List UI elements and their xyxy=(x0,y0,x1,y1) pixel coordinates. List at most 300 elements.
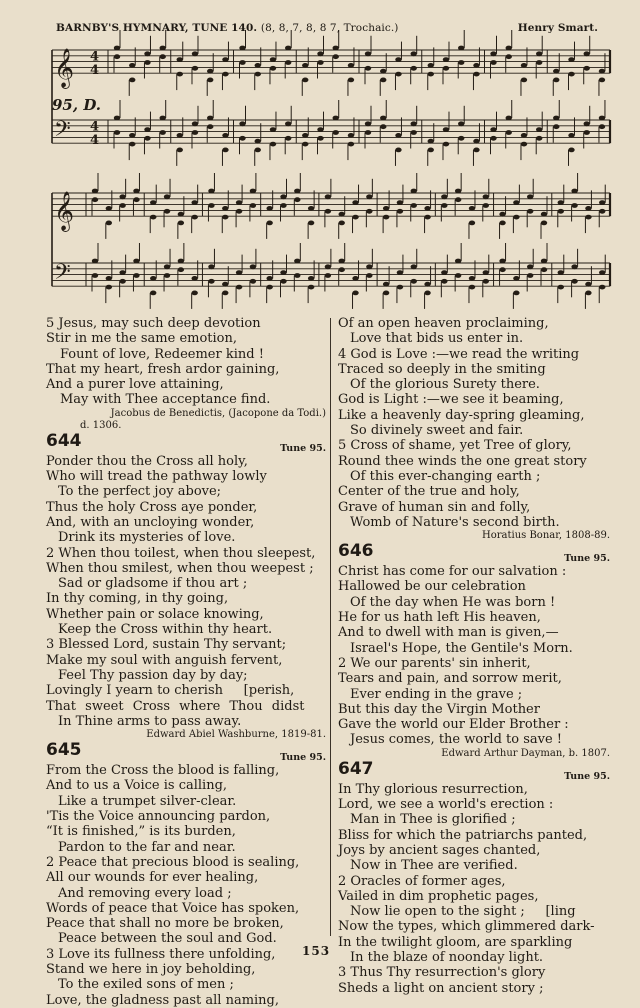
verse-line: Whether pain or solace knowing, xyxy=(46,606,264,622)
note-head xyxy=(325,209,331,214)
verse-line: So divinely sweet and fair. xyxy=(350,423,524,439)
note-head xyxy=(250,203,256,208)
note-head xyxy=(428,72,434,77)
note-head xyxy=(280,203,286,208)
note-head xyxy=(513,200,519,205)
tune-reference: Tune 95. xyxy=(280,442,326,454)
verse-line: Now the types, which glimmered dark- xyxy=(338,919,595,935)
note-head xyxy=(294,189,300,194)
note-head xyxy=(558,200,564,205)
note-head xyxy=(294,197,300,202)
note-head xyxy=(270,127,276,132)
note-head xyxy=(585,282,591,287)
note-head xyxy=(506,54,512,59)
note-head xyxy=(133,273,139,278)
note-head xyxy=(236,270,242,275)
note-head xyxy=(302,133,308,138)
note-head xyxy=(207,124,213,129)
hymn-number: 647 xyxy=(338,758,374,779)
note-head xyxy=(411,279,417,284)
note-head xyxy=(541,221,547,226)
verse-line: All our wounds for ever healing, xyxy=(46,870,259,886)
note-head xyxy=(585,206,591,211)
note-head xyxy=(571,264,577,269)
note-head xyxy=(222,72,228,77)
note-head xyxy=(536,127,542,132)
verse-line: 5 Jesus, may such deep devotion xyxy=(46,316,261,331)
note-head xyxy=(527,209,533,214)
note-head xyxy=(285,60,291,65)
note-head xyxy=(366,209,372,214)
verse-line: 2 Peace that precious blood is sealing, xyxy=(46,854,300,870)
note-head xyxy=(294,273,300,278)
note-head xyxy=(222,206,228,211)
note-head xyxy=(164,273,170,278)
note-head xyxy=(469,285,475,290)
note-head xyxy=(571,189,577,194)
note-head xyxy=(178,267,184,272)
note-head xyxy=(458,60,464,65)
verse-line: Make my soul with anguish fervent, xyxy=(46,652,283,668)
verse-line: Feel Thy passion day by day; xyxy=(58,667,248,683)
note-head xyxy=(411,189,417,194)
note-head xyxy=(483,194,489,199)
note-head xyxy=(92,189,98,194)
note-head xyxy=(222,133,228,138)
verse-line: Man in Thee is glorified ; xyxy=(350,812,516,828)
note-head xyxy=(585,215,591,220)
verse-line: 3 Blessed Lord, sustain Thy servant; xyxy=(46,637,287,653)
note-head xyxy=(144,51,150,56)
note-head xyxy=(527,264,533,269)
note-head xyxy=(599,285,605,290)
note-head xyxy=(473,72,479,77)
note-head xyxy=(239,46,245,51)
verse-line: Keep the Cross within thy heart. xyxy=(58,622,273,638)
note-head xyxy=(144,127,150,132)
note-head xyxy=(106,221,112,226)
note-head xyxy=(280,279,286,284)
note-head xyxy=(536,136,542,141)
note-head xyxy=(339,212,345,217)
time-signature-top: 4 xyxy=(90,49,100,65)
note-head xyxy=(177,72,183,77)
verse-line: In the blaze of noonday light. xyxy=(350,949,544,965)
note-head xyxy=(129,63,135,68)
verse-line: And a purer love attaining, xyxy=(46,377,224,393)
note-head xyxy=(499,212,505,217)
note-head xyxy=(348,63,354,68)
hymn-644-attribution: Edward Abiel Washburne, 1819-81. xyxy=(146,729,326,741)
verse-line: In thy coming, in thy going, xyxy=(46,591,229,607)
note-head xyxy=(133,259,139,264)
verse-line: Lovingly I yearn to cherish [perish, xyxy=(46,683,295,699)
hymn-number: 644 xyxy=(46,430,82,451)
verse-line: Like a heavenly day-spring gleaming, xyxy=(338,407,585,423)
verse-line: Stir in me the same emotion, xyxy=(46,331,238,347)
note-head xyxy=(365,66,371,71)
hymn-647-text xyxy=(338,782,610,996)
verse-line: And removing every load ; xyxy=(58,885,232,901)
verse-line: Lord, we see a world's erection : xyxy=(338,797,554,813)
note-head xyxy=(584,121,590,126)
verse-line: Of an open heaven proclaiming, xyxy=(338,316,549,331)
note-head xyxy=(191,276,197,281)
column-divider xyxy=(330,318,331,936)
verse-line: Ever ending in the grave ; xyxy=(350,686,523,702)
note-head xyxy=(150,200,156,205)
note-head xyxy=(333,46,339,51)
note-head xyxy=(302,142,308,147)
note-head xyxy=(521,142,527,147)
note-head xyxy=(129,78,135,83)
note-head xyxy=(266,206,272,211)
note-head xyxy=(380,69,386,74)
note-head xyxy=(302,78,308,83)
hymn-644-text xyxy=(46,454,326,729)
note-head xyxy=(348,78,354,83)
note-head xyxy=(553,124,559,129)
note-head xyxy=(443,142,449,147)
note-head xyxy=(255,148,261,153)
note-head xyxy=(333,130,339,135)
verse-line: Vailed in dim prophetic pages, xyxy=(338,888,539,904)
note-head xyxy=(178,221,184,226)
note-head xyxy=(469,206,475,211)
note-head xyxy=(133,197,139,202)
note-head xyxy=(177,133,183,138)
note-head xyxy=(443,57,449,62)
note-head xyxy=(348,133,354,138)
note-head xyxy=(236,209,242,214)
note-head xyxy=(160,130,166,135)
note-head xyxy=(411,203,417,208)
note-head xyxy=(191,215,197,220)
note-head xyxy=(317,51,323,56)
verse-line: Christ has come for our salvation : xyxy=(338,564,567,580)
verse-line: 3 Love its fullness there unfolding, xyxy=(46,946,276,962)
page-number: 153 xyxy=(302,944,331,958)
verse-line: 2 Oracles of former ages, xyxy=(338,873,506,889)
note-head xyxy=(383,215,389,220)
note-head xyxy=(599,209,605,214)
time-signature-bottom: 4 xyxy=(90,63,100,79)
bass-clef-icon: 𝄢 xyxy=(54,260,71,291)
verse-line: Center of the true and holy, xyxy=(338,484,520,500)
note-head xyxy=(280,270,286,275)
note-head xyxy=(352,276,358,281)
note-head xyxy=(308,206,314,211)
note-head xyxy=(129,133,135,138)
note-head xyxy=(483,279,489,284)
note-head xyxy=(192,121,198,126)
note-head xyxy=(499,259,505,264)
note-head xyxy=(553,78,559,83)
note-head xyxy=(424,282,430,287)
note-head xyxy=(536,51,542,56)
note-head xyxy=(513,276,519,281)
note-head xyxy=(366,264,372,269)
note-head xyxy=(333,116,339,121)
note-head xyxy=(584,66,590,71)
note-head xyxy=(383,291,389,296)
hymn-643-verses xyxy=(46,316,326,408)
hymn-number: 646 xyxy=(338,541,374,562)
verse-line: Hallowed be our celebration xyxy=(338,579,526,595)
verse-line: In the twilight gloom, are sparkling xyxy=(338,934,573,950)
verse-line: Ponder thou the Cross all holy, xyxy=(46,453,248,469)
note-head xyxy=(250,279,256,284)
note-head xyxy=(411,130,417,135)
verse-line: Love, the gladness past all naming, xyxy=(46,992,280,1008)
left-column xyxy=(46,316,326,1008)
note-head xyxy=(571,279,577,284)
note-head xyxy=(521,63,527,68)
verse-line: Of the day when He was born ! xyxy=(350,594,556,610)
note-head xyxy=(541,212,547,217)
verse-line: Thus the holy Cross aye ponder, xyxy=(46,499,258,515)
note-head xyxy=(397,285,403,290)
note-head xyxy=(144,60,150,65)
note-head xyxy=(458,46,464,51)
verse-line: To the exiled sons of men ; xyxy=(58,977,234,993)
verse-line: 'Tis the Voice announcing pardon, xyxy=(46,809,271,825)
verse-line: Israel's Hope, the Gentile's Morn. xyxy=(350,640,573,656)
note-head xyxy=(365,121,371,126)
note-head xyxy=(250,264,256,269)
note-head xyxy=(441,270,447,275)
note-head xyxy=(266,285,272,290)
note-head xyxy=(383,206,389,211)
note-head xyxy=(270,57,276,62)
note-head xyxy=(455,189,461,194)
hymn-643-attribution: Jacobus de Benedictis, (Jacopone da Todi.) xyxy=(110,407,326,419)
note-head xyxy=(541,259,547,264)
verse-line: Peace that shall no more be broken, xyxy=(46,916,284,932)
note-head xyxy=(380,116,386,121)
note-head xyxy=(160,54,166,59)
note-head xyxy=(473,63,479,68)
note-head xyxy=(280,194,286,199)
note-head xyxy=(339,267,345,272)
verse-line: That sweet Cross where Thou didst xyxy=(46,698,305,714)
tune-meter: (8, 8, 7, 8, 8 7, Trochaic.) xyxy=(260,22,399,34)
note-head xyxy=(455,197,461,202)
note-head xyxy=(266,221,272,226)
note-head xyxy=(177,148,183,153)
note-head xyxy=(458,121,464,126)
hymn-646-text xyxy=(338,564,610,748)
tune-header xyxy=(56,22,399,34)
note-head xyxy=(325,273,331,278)
note-head xyxy=(285,136,291,141)
note-head xyxy=(164,264,170,269)
note-head xyxy=(553,116,559,121)
note-head xyxy=(506,46,512,51)
verse-line: From the Cross the blood is falling, xyxy=(46,763,280,779)
note-head xyxy=(599,124,605,129)
verse-line: Sheds a light on ancient story ; xyxy=(338,980,544,996)
note-head xyxy=(333,54,339,59)
verse-line: 3 Thus Thy resurrection's glory xyxy=(338,965,546,981)
note-head xyxy=(160,116,166,121)
note-head xyxy=(424,215,430,220)
note-head xyxy=(119,270,125,275)
verse-line: 2 We our parents' sin inherit, xyxy=(338,655,531,671)
note-head xyxy=(150,276,156,281)
note-head xyxy=(119,279,125,284)
composer: Henry Smart. xyxy=(517,22,598,34)
verse-line: Words of peace that Voice has spoken, xyxy=(46,900,300,916)
verse-line: Of the glorious Surety there. xyxy=(350,377,540,393)
note-head xyxy=(222,282,228,287)
note-head xyxy=(558,285,564,290)
note-head xyxy=(395,148,401,153)
verse-line: “It is finished,” is its burden, xyxy=(46,824,236,840)
verse-line: Womb of Nature's second birth. xyxy=(350,514,560,530)
note-head xyxy=(568,72,574,77)
treble-clef-icon: 𝄞 xyxy=(54,191,75,232)
note-head xyxy=(325,264,331,269)
note-head xyxy=(317,127,323,132)
note-head xyxy=(521,78,527,83)
note-head xyxy=(455,273,461,278)
note-head xyxy=(490,127,496,132)
hymn-644-heading xyxy=(46,430,326,454)
verse-line: That my heart, fresh ardor gaining, xyxy=(46,361,280,377)
note-head xyxy=(236,200,242,205)
note-head xyxy=(144,136,150,141)
note-head xyxy=(383,282,389,287)
note-head xyxy=(395,72,401,77)
verse-line: Fount of love, Redeemer kind ! xyxy=(60,346,264,362)
note-head xyxy=(239,136,245,141)
verse-line: Now lie open to the sight ; [ling xyxy=(350,904,576,920)
note-head xyxy=(255,72,261,77)
note-head xyxy=(114,54,120,59)
verse-line: And, with an uncloying wonder, xyxy=(46,514,255,530)
note-head xyxy=(397,209,403,214)
verse-line: He for us hath left His heaven, xyxy=(338,610,541,626)
verse-line: Now in Thee are verified. xyxy=(350,858,518,874)
note-head xyxy=(92,259,98,264)
note-head xyxy=(397,200,403,205)
note-head xyxy=(599,270,605,275)
hymn-645-heading xyxy=(46,740,326,764)
note-head xyxy=(270,142,276,147)
note-head xyxy=(458,136,464,141)
note-head xyxy=(239,60,245,65)
note-head xyxy=(483,270,489,275)
note-head xyxy=(302,63,308,68)
note-head xyxy=(207,78,213,83)
note-head xyxy=(499,267,505,272)
note-head xyxy=(365,51,371,56)
note-head xyxy=(599,78,605,83)
note-head xyxy=(339,259,345,264)
verse-line: Love that bids us enter in. xyxy=(350,331,524,347)
note-head xyxy=(473,139,479,144)
note-head xyxy=(599,116,605,121)
verse-line: God is Light :—we see it beaming, xyxy=(338,392,564,408)
note-head xyxy=(348,142,354,147)
note-head xyxy=(424,206,430,211)
note-head xyxy=(469,276,475,281)
note-head xyxy=(325,194,331,199)
note-head xyxy=(366,273,372,278)
note-head xyxy=(339,221,345,226)
verse-line: Pardon to the far and near. xyxy=(58,839,236,855)
tune-title: BARNBY'S HYMNARY, TUNE 140. xyxy=(56,22,258,34)
note-head xyxy=(208,264,214,269)
note-head xyxy=(106,276,112,281)
note-head xyxy=(236,285,242,290)
hymn-645-text xyxy=(46,763,326,1008)
note-head xyxy=(106,206,112,211)
note-head xyxy=(177,57,183,62)
hymn-645-attribution: Horatius Bonar, 1808-89. xyxy=(482,530,610,542)
note-head xyxy=(352,200,358,205)
note-head xyxy=(365,130,371,135)
note-head xyxy=(483,203,489,208)
note-head xyxy=(178,259,184,264)
note-head xyxy=(568,57,574,62)
note-head xyxy=(92,197,98,202)
note-head xyxy=(308,221,314,226)
note-head xyxy=(513,215,519,220)
note-head xyxy=(129,142,135,147)
note-head xyxy=(490,60,496,65)
note-head xyxy=(428,148,434,153)
note-head xyxy=(585,291,591,296)
note-head xyxy=(411,121,417,126)
note-head xyxy=(150,215,156,220)
note-head xyxy=(207,69,213,74)
time-signature-bottom: 4 xyxy=(90,133,100,149)
hymn-number: 645 xyxy=(46,740,82,761)
note-head xyxy=(270,66,276,71)
note-head xyxy=(164,194,170,199)
note-head xyxy=(568,148,574,153)
note-head xyxy=(352,215,358,220)
note-head xyxy=(191,200,197,205)
note-head xyxy=(473,148,479,153)
verse-line: Jesus comes, the world to save ! xyxy=(350,732,563,748)
note-head xyxy=(443,66,449,71)
note-head xyxy=(366,194,372,199)
note-head xyxy=(506,130,512,135)
verse-line: Grave of human sin and folly, xyxy=(338,499,531,515)
music-system-2 xyxy=(0,183,640,308)
verse-line: Drink its mysteries of love. xyxy=(58,530,236,546)
note-head xyxy=(490,136,496,141)
note-head xyxy=(397,270,403,275)
note-head xyxy=(255,63,261,68)
verse-line: Sad or gladsome if thou art ; xyxy=(58,576,248,592)
right-column xyxy=(338,316,610,996)
hymn-646-heading xyxy=(338,541,610,565)
verse-line: But this day the Virgin Mother xyxy=(338,701,540,717)
verse-line: Peace between the soul and God. xyxy=(58,931,277,947)
note-head xyxy=(428,139,434,144)
verse-line: May with Thee acceptance find. xyxy=(60,392,271,408)
note-head xyxy=(164,209,170,214)
note-head xyxy=(222,215,228,220)
note-head xyxy=(584,51,590,56)
note-head xyxy=(150,291,156,296)
hymn-647-heading xyxy=(338,758,610,782)
note-head xyxy=(395,57,401,62)
